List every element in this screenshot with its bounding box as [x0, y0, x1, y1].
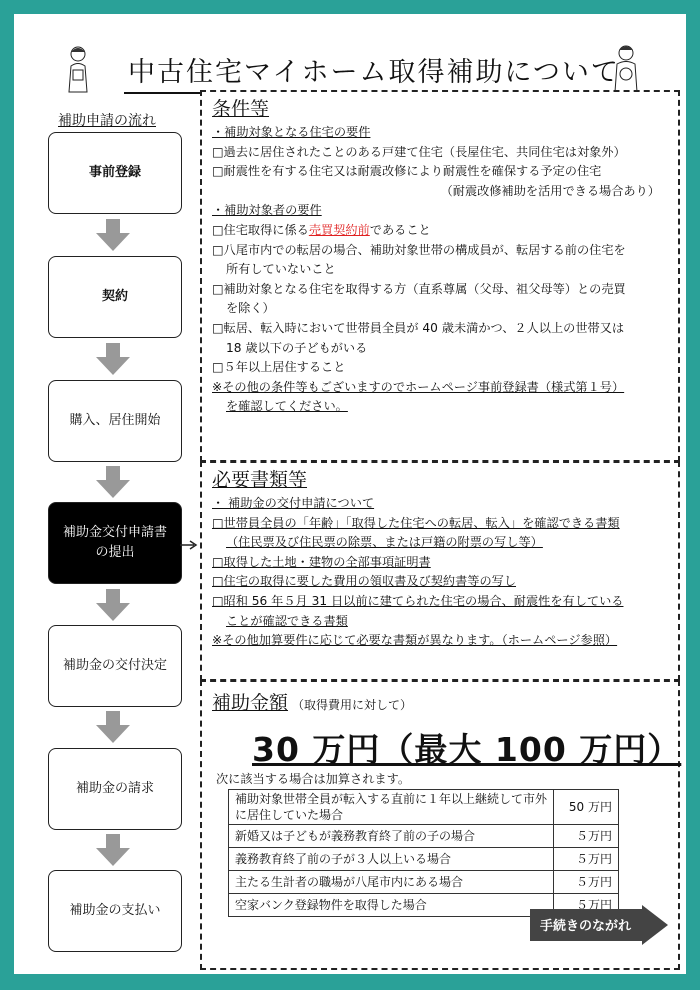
- documents-section: [200, 461, 680, 681]
- requirement-text: □住宅取得に係る: [212, 222, 309, 237]
- conditions-note-cont: を確認してください。: [226, 399, 348, 414]
- house-requirements-title: ・補助対象となる住宅の要件: [212, 125, 371, 139]
- documents-note: ※その他加算要件に応じて必要な書類が異なります。（ホームページ参照）: [212, 633, 618, 648]
- documents-heading: 必要書類等: [212, 469, 308, 491]
- addition-amount: ５万円: [554, 871, 619, 894]
- flow-step-payment: 補助金の支払い: [48, 870, 182, 952]
- requirement-item: □転居、転入時において世帯員全員が 40 歳未満かつ、２人以上の世帯又は: [212, 320, 625, 335]
- addition-label: 新婚又は子どもが義務教育終了前の子の場合: [229, 825, 554, 848]
- down-arrow-icon: [96, 711, 130, 743]
- requirement-item: □５年以上居住すること: [212, 360, 346, 375]
- addition-label: 義務教育終了前の子が３人以上いる場合: [229, 848, 554, 871]
- requirement-text: であること: [369, 222, 431, 237]
- table-row: [229, 790, 619, 825]
- flow-heading: 補助申請の流れ: [58, 113, 156, 129]
- addition-amount: ５万円: [554, 894, 619, 917]
- flow-step-decision: 補助金の交付決定: [48, 625, 182, 707]
- conditions-note: ※その他の条件等もございますのでホームページ事前登録書（様式第１号）: [212, 379, 625, 394]
- document-item-cont: （住民票及び住民票の除票、または戸籍の附票の写し等）: [226, 535, 543, 550]
- requirement-item: □補助対象となる住宅を取得する方（直系尊属（父母、祖父母等）との売買: [212, 281, 626, 296]
- table-row: [229, 848, 619, 871]
- page-sheet: [14, 14, 686, 974]
- down-arrow-icon: [96, 834, 130, 866]
- addition-amount: ５万円: [554, 825, 619, 848]
- table-row: [229, 825, 619, 848]
- addition-label: 空家バンク登録物件を取得した場合: [229, 894, 554, 917]
- connector-arrow-icon: [180, 540, 200, 550]
- document-item: □住宅の取得に要した費用の領収書及び契約書等の写し: [212, 574, 517, 589]
- down-arrow-icon: [96, 219, 130, 251]
- page-title: 中古住宅マイホーム取得補助について: [124, 54, 624, 94]
- table-row: [229, 871, 619, 894]
- addition-label-text: 補助対象世帯全員が転入する直前に１年以上継続して市外: [235, 792, 548, 806]
- highlight-text: 売買契約前: [308, 222, 370, 237]
- amount-heading-note: （取得費用に対して）: [292, 698, 413, 712]
- flow-step-claim: 補助金の請求: [48, 748, 182, 830]
- additions-table: [228, 789, 619, 917]
- flow-step-application: 補助金交付申請書 の提出: [48, 502, 182, 584]
- flow-step-contract: 契約: [48, 256, 182, 338]
- conditions-heading: 条件等: [212, 98, 270, 120]
- down-arrow-icon: [96, 343, 130, 375]
- main-amount: 30 万円（最大 100 万円）: [252, 730, 682, 769]
- amount-heading: [212, 688, 678, 715]
- person-requirements-title: ・補助対象者の要件: [212, 203, 322, 218]
- document-item-cont: ことが確認できる書類: [226, 613, 348, 628]
- document-item: □昭和 56 年５月 31 日以前に建てられた住宅の場合、耐震性を有している: [212, 593, 624, 608]
- document-item: □取得した土地・建物の全部事項証明書: [212, 554, 431, 569]
- add-intro: 次に該当する場合は加算されます。: [216, 772, 411, 786]
- requirement-item-cont: を除く）: [226, 301, 275, 316]
- requirement-item: □耐震性を有する住宅又は耐震改修により耐震性を確保する予定の住宅: [212, 164, 602, 179]
- documents-subtitle: ・ 補助金の交付申請について: [212, 496, 375, 510]
- addition-label-text: に居住していた場合: [235, 808, 344, 822]
- requirement-item: □過去に居住されたことのある戸建て住宅（長屋住宅、共同住宅は対象外）: [212, 144, 626, 159]
- document-item: □世帯員全員の「年齢」「取得した住宅への転居、転入」を確認できる書類: [212, 515, 620, 530]
- requirement-item-cont: 所有していないこと: [226, 262, 336, 277]
- flow-step-purchase: 購入、居住開始: [48, 380, 182, 462]
- addition-amount: 50 万円: [554, 790, 619, 825]
- flow-step-registration: 事前登録: [48, 132, 182, 214]
- requirement-item: [212, 221, 678, 241]
- procedure-flow-label: 手続きのながれ: [540, 919, 632, 934]
- addition-amount: ５万円: [554, 848, 619, 871]
- addition-label: 主たる生計者の職場が八尾市内にある場合: [229, 871, 554, 894]
- conditions-section: [200, 90, 680, 462]
- woman-figure-icon: [60, 44, 96, 94]
- requirement-item-cont: 18 歳以下の子どもがいる: [226, 340, 368, 355]
- amount-heading-text: 補助金額: [212, 692, 289, 714]
- down-arrow-icon: [96, 466, 130, 498]
- down-arrow-icon: [96, 589, 130, 621]
- addition-label: [229, 790, 554, 825]
- procedure-flow-button[interactable]: [530, 905, 670, 945]
- requirement-item: □八尾市内での転居の場合、補助対象世帯の構成員が、転居する前の住宅を: [212, 242, 626, 257]
- requirement-note: （耐震改修補助を活用できる場合あり）: [440, 183, 660, 198]
